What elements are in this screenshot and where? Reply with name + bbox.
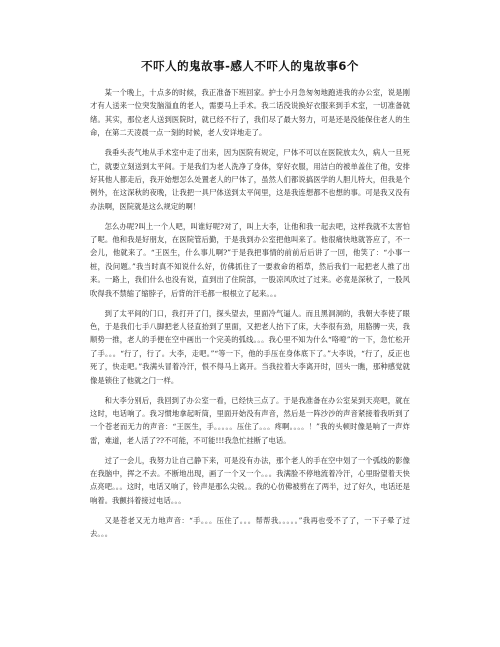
paragraph: 和大李分别后，我回到了办公室一看，已经快三点了。于是我准备在办公室呆到天亮吧，就在这时，电话响了。我习惯地拿起听筒，里面开始没有声音，然后是一阵沙沙的声音紧接着我听到了一个苍老而无力的声音：“王医生，手。。。。。压住了。。。疼啊。。。。！”我的头顿时像是响了一声炸雷，难道，老人活了??不可能，不可能!!!我急忙挂断了电话。 bbox=[90, 395, 410, 445]
paragraph: 我垂头丧气地从手术室中走了出来，因为医院有规定，尸体不可以在医院放太久，病人一旦死亡，就要立刻送到太平间。于是我们为老人洗净了身体，穿好衣服，用洁白的被单盖住了他，安排好其他人都走后，我开始想怎么处置老人的尸体了，虽然人们都说搞医学的人胆儿特大，但我是个例外，在这深秋的夜晚，让我把一具尸体送到太平间里，这是我连想都不也想的事。可是我又没有办法啊，医院就是这么规定的啊！ bbox=[90, 148, 410, 211]
paragraph: 过了一会儿，我努力让自己静下来，可是没有办法，那个老人的手在空中划了一个弧线的影像在我脑中，挥之不去。不断地出现，画了一个又一个。。。我满脸不停地流着冷汗，心里盼望着天快点亮吧。。。这时，电话又响了，铃声是那么尖锐。。我的心仿佛被剪在了两半，过了好久，电话还是响着。我颤抖着接过电话。。。 bbox=[90, 455, 410, 505]
paragraph: 到了太平间的门口，我打开了门，探头望去，里面冷气逼人。而且黑洞洞的，我朝大李使了眼色，于是我们七手八脚把老人径直抬到了里面，又把老人抬下了床，大李很有劲，用胳膊一夹，我顺势一推，老人的手便在空中画出一个完美的弧线。。。我心里不知为什么“咯噔”的一下，急忙松开了手。。。“行了，行了。大李，走吧。”“等一下，他的手压在身体底下了。”大李说，“行了，反正也死了，快走吧。”我满头冒着冷汗，恨不得马上离开。当我拉着大李离开时，回头一瞧，那种感觉就像是锁住了他就之门一样。 bbox=[90, 308, 410, 385]
paragraph: 又是苍老又无力地声音：“手。。。压住了。。。帮帮我。。。。。”我再也受不了了，一下子晕了过去。。。 bbox=[90, 515, 410, 539]
document-title: 不吓人的鬼故事-感人不吓人的鬼故事6个 bbox=[141, 59, 359, 73]
paragraph: 某一个晚上，十点多的时候，我正准备下班回家。护士小月急匆匆地跑进我的办公室，说是刚才有人送来一位突发脑溢血的老人，需要马上手术。我二话没说换好衣服来到手术室，一切准备就绪。其实，那位老人送到医院时，就已经不行了，我们尽了最大努力，可是还是没能保住老人的生命，在第二天凌晨一点一刻的时候，老人安详地走了。 bbox=[90, 88, 410, 138]
paragraph: 怎么办呢?叫上一个人吧，叫谁好呢?对了，叫上大李，让他和我一起去吧，这样我就不太害怕了呢。他和我是好朋友，在医院管后勤，于是我到办公室把他叫来了。他很痛快地就答应了，不一会儿，他就来了。“王医生，什么事儿啊?”于是我把事情的前前后后讲了一回，他笑了：“小事一桩，没问题。”我当时真不知说什么好，仿佛抓住了一要救命的稻草，然后我们一起把老人推了出来。一路上，我们什么也没有说，直到出了住院部，一股凉风吹过了过来。必竟是深秋了，一股风吹得我不禁缩了缩脖子，后背的汗毛都一根根立了起来。。。 bbox=[90, 221, 410, 298]
